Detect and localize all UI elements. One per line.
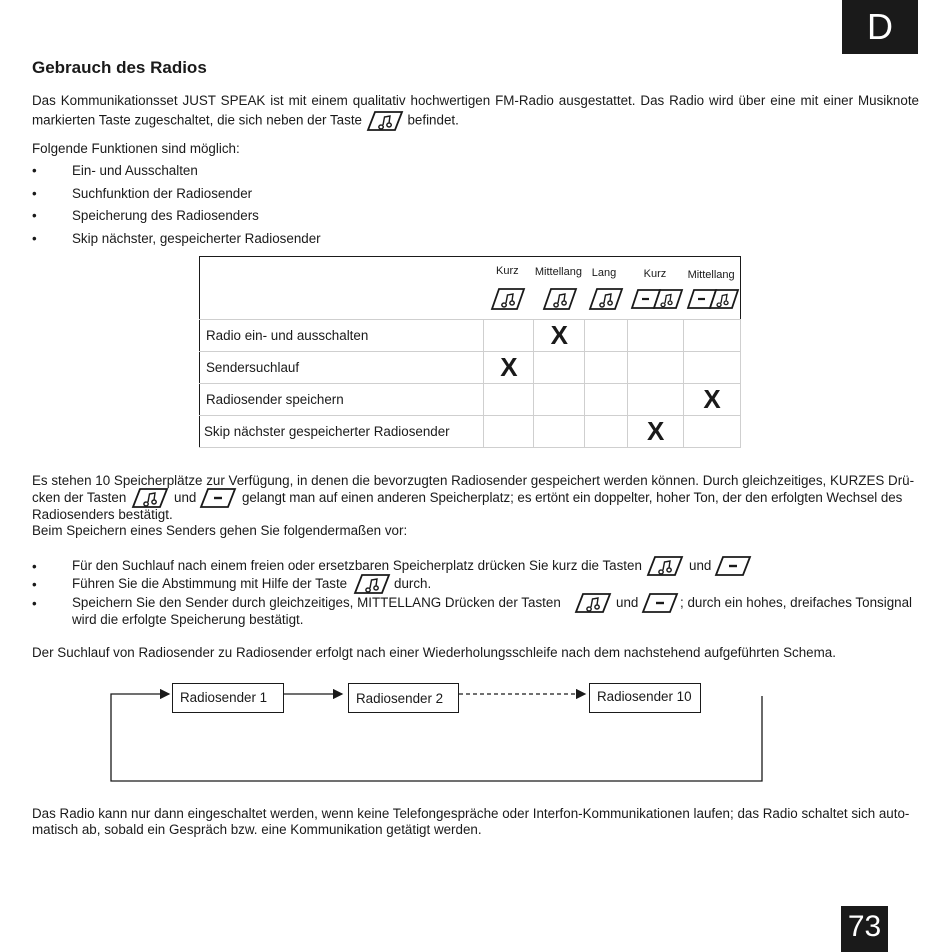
table-cell: [684, 416, 741, 448]
bullet: •: [32, 559, 37, 574]
table-cell: [585, 352, 628, 384]
music-note-key-icon: [490, 287, 526, 311]
bullet: •: [32, 596, 37, 611]
minus-key-icon: [641, 592, 679, 614]
table-cell: [628, 352, 684, 384]
step-3-continued: wird die erfolgte Speicherung bestätigt.: [72, 612, 304, 627]
bullet: •: [32, 186, 37, 201]
language-tab: D: [842, 0, 918, 54]
memory-line-1: Es stehen 10 Speicherplätze zur Verfügung, in denen die bevorzugten Radiosender gespeichert werden können. Durch gleichzeitiges, KURZES Drü-: [32, 473, 915, 488]
scan-paragraph: Der Suchlauf von Radiosender zu Radiosender erfolgt nach einer Wiederholungsschleife nach dem nachstehend aufgeführten Schema.: [32, 645, 836, 660]
table-cell: [684, 352, 741, 384]
function-table: [199, 256, 741, 448]
und-text: und: [616, 595, 639, 610]
step-text: Für den Suchlauf nach einem freien oder ersetzbaren Speicherplatz drücken Sie kurz die Tasten: [72, 558, 642, 573]
step-text: ; durch ein hohes, dreifaches Tonsignal: [680, 595, 913, 610]
step-text: durch.: [394, 576, 432, 591]
flow-box-3: Radiosender 10: [589, 683, 701, 713]
intro-paragraph: [32, 92, 919, 132]
bullet: •: [32, 231, 37, 246]
table-row: [200, 416, 741, 448]
page-title: Gebrauch des Radios: [32, 58, 207, 77]
table-header-empty: [200, 257, 484, 320]
music-note-key-icon: [366, 110, 404, 132]
page-number: 73: [841, 906, 888, 952]
table-cell: [484, 416, 534, 448]
table-cell-mark: X: [484, 352, 534, 384]
column-label: Lang: [591, 267, 617, 279]
table-cell: [484, 384, 534, 416]
bullet: •: [32, 163, 37, 178]
music-note-key-icon: [574, 592, 612, 614]
table-cell: [484, 320, 534, 352]
list-item: Suchfunktion der Radiosender: [72, 186, 253, 201]
table-cell: [534, 416, 585, 448]
table-cell: [628, 384, 684, 416]
memory-text: cken der Tasten: [32, 490, 127, 505]
table-row: [200, 320, 741, 352]
music-note-key-icon: [131, 487, 169, 509]
table-cell: [585, 320, 628, 352]
intro-text-1: Das Kommunikationsset JUST SPEAK ist mit einem qualitativ hochwertigen FM-Radio ausgestattet. Das Radio wird über eine mit einer Musiknote markierten Taste zugeschaltet, die sich neben der Taste: [32, 93, 919, 128]
memory-text: gelangt man auf einen anderen Speicherplatz; es ertönt ein doppelter, hoher Ton, der den erfolgten Wechsel des: [242, 490, 903, 505]
header-col-4: [628, 257, 684, 320]
column-label: Kurz: [495, 265, 519, 277]
table-cell: [585, 416, 628, 448]
minus-key-icon: [199, 487, 237, 509]
table-cell: [628, 320, 684, 352]
flow-box-1: Radiosender 1: [172, 683, 284, 713]
minus-and-music-key-icon: [686, 288, 740, 310]
list-item: Ein- und Ausschalten: [72, 163, 198, 178]
header-col-5: [684, 257, 741, 320]
step-text: Speichern Sie den Sender durch gleichzeitiges, MITTELLANG Drücken der Tasten: [72, 595, 561, 610]
memory-line-3: Radiosenders bestätigt.: [32, 507, 173, 522]
table-cell-mark: X: [628, 416, 684, 448]
table-cell: [585, 384, 628, 416]
list-item: Skip nächster, gespeicherter Radiosender: [72, 231, 321, 246]
row-label: Radiosender speichern: [200, 384, 484, 416]
table-header-row: [200, 257, 741, 320]
music-note-key-icon: [588, 287, 624, 311]
column-label: Mittellang: [687, 269, 735, 281]
table-cell: [534, 352, 585, 384]
final-line-2: matisch ab, sobald ein Gespräch bzw. eine Kommunikation getätigt werden.: [32, 822, 482, 837]
und-text: und: [689, 558, 712, 573]
header-col-2: [534, 257, 585, 320]
table-row: [200, 384, 741, 416]
bullet: •: [32, 208, 37, 223]
row-label: Radio ein- und ausschalten: [200, 320, 484, 352]
intro-text-2: befindet.: [407, 112, 459, 128]
functions-intro: Folgende Funktionen sind möglich:: [32, 141, 240, 156]
table-row: [200, 352, 741, 384]
und-text: und: [174, 490, 197, 505]
table-cell-mark: X: [684, 384, 741, 416]
row-label: Skip nächster gespeicherter Radiosender: [200, 416, 484, 448]
table-cell-mark: X: [534, 320, 585, 352]
table-cell: [534, 384, 585, 416]
header-col-1: [484, 257, 534, 320]
column-label: Mittellang: [534, 266, 582, 278]
bullet: •: [32, 577, 37, 592]
table-cell: [684, 320, 741, 352]
music-note-key-icon: [542, 287, 578, 311]
memory-line-4: Beim Speichern eines Senders gehen Sie folgendermaßen vor:: [32, 523, 408, 538]
list-item: Speicherung des Radiosenders: [72, 208, 259, 223]
step-text: Führen Sie die Abstimmung mit Hilfe der Taste: [72, 576, 348, 591]
minus-and-music-key-icon: [630, 288, 684, 310]
flow-box-2: Radiosender 2: [348, 683, 459, 713]
header-col-3: [585, 257, 628, 320]
final-line-1: Das Radio kann nur dann eingeschaltet werden, wenn keine Telefongespräche oder Interfon-Kommunikationen laufen; das Radio schaltet sich auto-: [32, 806, 910, 821]
row-label: Sendersuchlauf: [200, 352, 484, 384]
column-label: Kurz: [643, 268, 667, 280]
